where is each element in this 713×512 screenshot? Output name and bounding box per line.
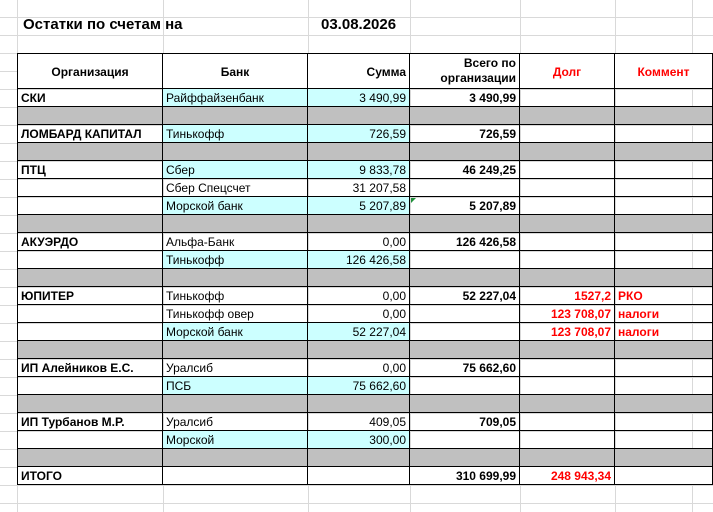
sum-cell[interactable]: 409,05 [308, 413, 410, 431]
sum-cell[interactable]: 75 662,60 [308, 377, 410, 395]
org-total-cell[interactable] [410, 431, 520, 449]
group-separator [17, 449, 163, 467]
debt-cell[interactable] [520, 359, 615, 377]
org-name-cell[interactable]: СКИ [17, 89, 163, 107]
group-separator [17, 341, 163, 359]
comment-cell[interactable] [615, 179, 713, 197]
group-separator [615, 215, 713, 233]
group-separator [520, 449, 615, 467]
org-total-cell[interactable] [410, 305, 520, 323]
bank-name-cell[interactable]: Уралсиб [163, 359, 308, 377]
debt-cell[interactable] [520, 125, 615, 143]
group-separator [17, 143, 163, 161]
comment-cell[interactable] [615, 251, 713, 269]
totals-bank-empty[interactable] [163, 467, 308, 485]
bank-name-cell[interactable]: Морской банк [163, 197, 308, 215]
debt-cell[interactable] [520, 89, 615, 107]
org-total-cell[interactable]: 126 426,58 [410, 233, 520, 251]
header-total-by-org [410, 53, 520, 89]
org-name-cell[interactable]: ЛОМБАРД КАПИТАЛ [17, 125, 163, 143]
org-name-cell[interactable] [17, 431, 163, 449]
org-total-cell[interactable]: 709,05 [410, 413, 520, 431]
comment-cell[interactable] [615, 161, 713, 179]
debt-cell[interactable]: 1527,2 [520, 287, 615, 305]
comment-cell[interactable] [615, 197, 713, 215]
group-separator [308, 107, 410, 125]
org-total-cell[interactable] [410, 323, 520, 341]
bank-name-cell[interactable]: Альфа-Банк [163, 233, 308, 251]
group-separator [308, 269, 410, 287]
group-separator [410, 269, 520, 287]
org-total-cell[interactable]: 46 249,25 [410, 161, 520, 179]
bank-name-cell[interactable]: Тинькофф овер [163, 305, 308, 323]
grid-line-horizontal [0, 35, 713, 36]
sum-cell[interactable]: 52 227,04 [308, 323, 410, 341]
grid-line-horizontal [0, 485, 713, 486]
bank-name-cell[interactable]: ПСБ [163, 377, 308, 395]
comment-cell[interactable] [615, 125, 713, 143]
sum-cell[interactable]: 126 426,58 [308, 251, 410, 269]
debt-cell[interactable] [520, 251, 615, 269]
comment-cell[interactable] [615, 431, 713, 449]
page-title: Остатки по счетам на [23, 16, 183, 33]
report-date: 03.08.2026 [321, 16, 397, 33]
debt-cell[interactable] [520, 233, 615, 251]
org-name-cell[interactable] [17, 197, 163, 215]
group-separator [410, 395, 520, 413]
group-separator [520, 341, 615, 359]
header-sum: Сумма [308, 53, 410, 89]
header-total-line1: Всего по [463, 56, 516, 70]
group-separator [163, 269, 308, 287]
comment-cell[interactable] [615, 413, 713, 431]
bank-name-cell[interactable]: Сбер [163, 161, 308, 179]
comment-cell[interactable]: налоги [615, 323, 713, 341]
group-separator [410, 341, 520, 359]
org-name-cell[interactable] [17, 323, 163, 341]
debt-cell[interactable] [520, 377, 615, 395]
debt-cell[interactable] [520, 179, 615, 197]
group-separator [163, 395, 308, 413]
sum-cell[interactable]: 31 207,58 [308, 179, 410, 197]
totals-debt[interactable]: 248 943,34 [520, 467, 615, 485]
group-separator [163, 341, 308, 359]
org-name-cell[interactable]: ПТЦ [17, 161, 163, 179]
comment-cell[interactable] [615, 377, 713, 395]
group-separator [163, 107, 308, 125]
sum-cell[interactable]: 300,00 [308, 431, 410, 449]
bank-name-cell[interactable]: Тинькофф [163, 251, 308, 269]
group-separator [520, 395, 615, 413]
sum-cell[interactable]: 0,00 [308, 287, 410, 305]
group-separator [17, 107, 163, 125]
comment-cell[interactable] [615, 233, 713, 251]
group-separator [163, 143, 308, 161]
debt-cell[interactable] [520, 431, 615, 449]
bank-name-cell[interactable]: Райффайзенбанк [163, 89, 308, 107]
org-total-cell[interactable] [410, 377, 520, 395]
sum-cell[interactable]: 5 207,89 [308, 197, 410, 215]
org-name-cell[interactable]: ИП Турбанов М.Р. [17, 413, 163, 431]
org-name-cell[interactable]: ИП Алейников Е.С. [17, 359, 163, 377]
sum-cell[interactable]: 726,59 [308, 125, 410, 143]
comment-cell[interactable]: РКО [615, 287, 713, 305]
totals-label[interactable]: ИТОГО [17, 467, 163, 485]
org-name-cell[interactable] [17, 251, 163, 269]
group-separator [308, 395, 410, 413]
totals-sum-empty[interactable] [308, 467, 410, 485]
org-name-cell[interactable] [17, 377, 163, 395]
sum-cell[interactable]: 0,00 [308, 233, 410, 251]
sum-cell[interactable]: 3 490,99 [308, 89, 410, 107]
group-separator [615, 143, 713, 161]
org-total-cell[interactable]: 75 662,60 [410, 359, 520, 377]
header-bank: Банк [163, 53, 308, 89]
group-separator [615, 449, 713, 467]
debt-cell[interactable] [520, 197, 615, 215]
cell-note-marker-icon [411, 198, 416, 203]
comment-cell[interactable]: налоги [615, 305, 713, 323]
sum-cell[interactable]: 0,00 [308, 305, 410, 323]
bank-name-cell[interactable]: Тинькофф [163, 125, 308, 143]
org-total-cell[interactable]: 3 490,99 [410, 89, 520, 107]
group-separator [615, 341, 713, 359]
debt-cell[interactable]: 123 708,07 [520, 323, 615, 341]
group-separator [308, 449, 410, 467]
debt-cell[interactable] [520, 161, 615, 179]
org-name-cell[interactable]: АКУЭРДО [17, 233, 163, 251]
group-separator [615, 395, 713, 413]
sum-cell[interactable]: 9 833,78 [308, 161, 410, 179]
totals-comment-empty[interactable] [615, 467, 713, 485]
group-separator [520, 143, 615, 161]
org-total-cell[interactable] [410, 251, 520, 269]
bank-name-cell[interactable]: Уралсиб [163, 413, 308, 431]
org-name-cell[interactable] [17, 179, 163, 197]
bank-name-cell[interactable]: Морской банк [163, 323, 308, 341]
sum-cell[interactable]: 0,00 [308, 359, 410, 377]
header-total-line2: организации [440, 71, 516, 85]
debt-cell[interactable] [520, 413, 615, 431]
header-debt: Долг [520, 53, 615, 89]
totals-grand-total[interactable]: 310 699,99 [410, 467, 520, 485]
group-separator [615, 269, 713, 287]
group-separator [410, 449, 520, 467]
org-total-cell[interactable] [410, 179, 520, 197]
org-name-cell[interactable]: ЮПИТЕР [17, 287, 163, 305]
group-separator [17, 395, 163, 413]
group-separator [615, 107, 713, 125]
debt-cell[interactable]: 123 708,07 [520, 305, 615, 323]
group-separator [163, 449, 308, 467]
org-total-cell[interactable]: 726,59 [410, 125, 520, 143]
bank-name-cell[interactable]: Сбер Спецсчет [163, 179, 308, 197]
group-separator [308, 341, 410, 359]
comment-cell[interactable] [615, 89, 713, 107]
group-separator [308, 215, 410, 233]
group-separator [410, 107, 520, 125]
org-name-cell[interactable] [17, 305, 163, 323]
bank-name-cell[interactable]: Тинькофф [163, 287, 308, 305]
group-separator [308, 143, 410, 161]
group-separator [520, 215, 615, 233]
org-total-cell[interactable]: 52 227,04 [410, 287, 520, 305]
group-separator [520, 107, 615, 125]
group-separator [17, 269, 163, 287]
group-separator [410, 215, 520, 233]
group-separator [17, 215, 163, 233]
comment-cell[interactable] [615, 359, 713, 377]
grid-line-horizontal [0, 503, 713, 504]
group-separator [163, 215, 308, 233]
header-comment: Коммент [615, 53, 713, 89]
bank-name-cell[interactable]: Морской [163, 431, 308, 449]
group-separator [520, 269, 615, 287]
group-separator [410, 143, 520, 161]
header-organization: Организация [17, 53, 163, 89]
org-total-cell[interactable]: 5 207,89 [410, 197, 520, 215]
